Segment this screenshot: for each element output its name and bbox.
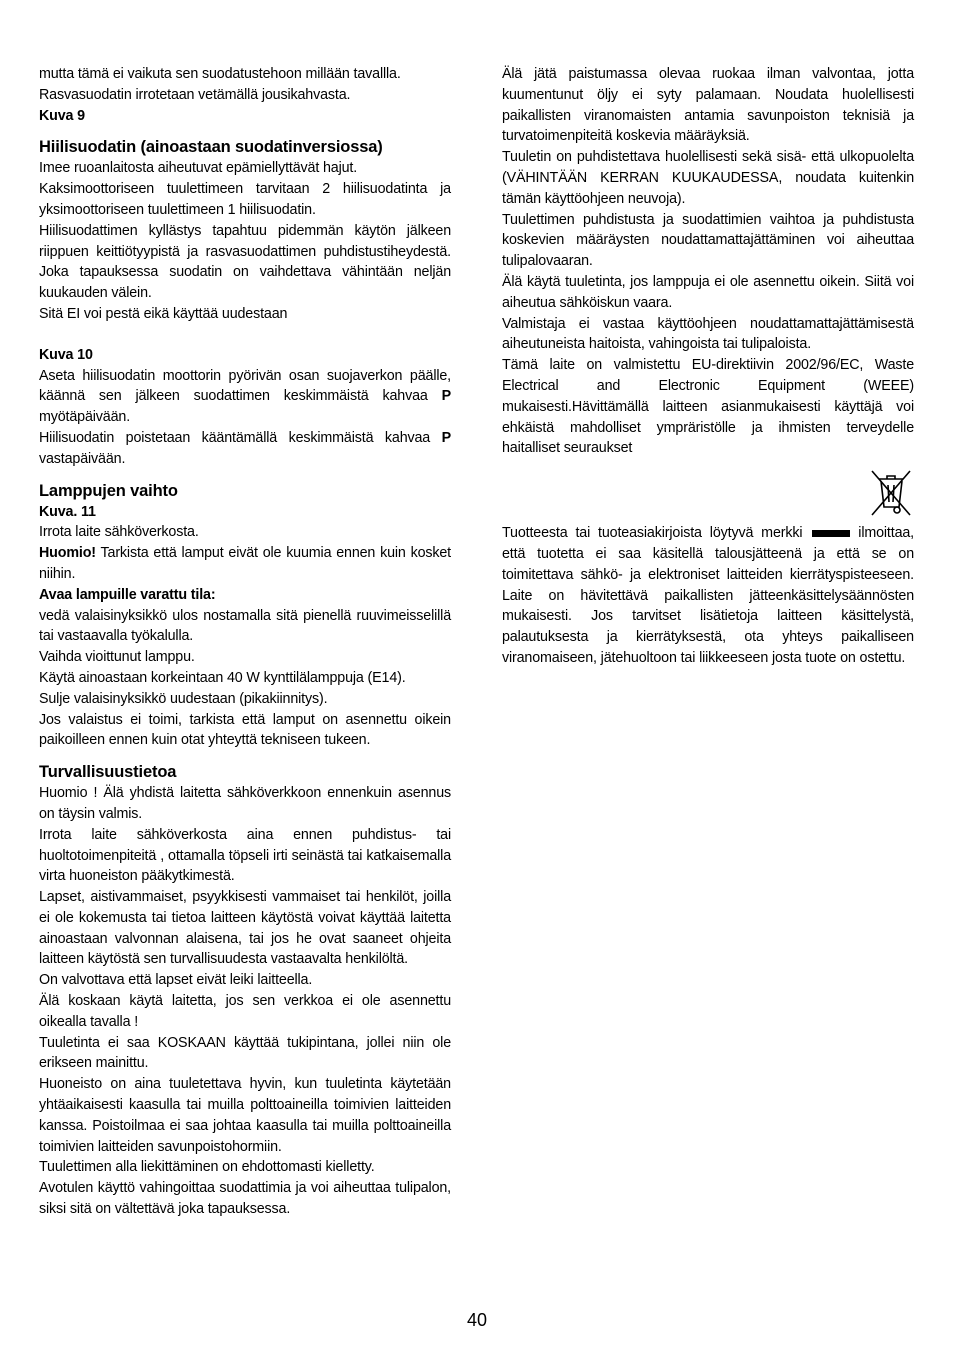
figure-reference: Kuva 9 <box>39 107 85 124</box>
paragraph: Irrota laite sähköverkosta aina ennen puhdistus- tai huoltotoimenpiteitä , ottamalla töpseli irti seinästä tai katkaisemalla virta huoneiston pääkytkimestä. <box>39 826 451 885</box>
page-number: 40 <box>466 1310 488 1330</box>
section-heading-lamps: Lamppujen vaihto <box>39 481 178 500</box>
paragraph: Tuulettimen puhdistusta ja suodattimien vaihtoa ja puhdistusta koskevien määräysten noudattamattajättäminen voi aiheuttaa tulipalovaaran. <box>502 211 914 270</box>
paragraph: Vaihda vioittunut lamppu. <box>39 649 195 666</box>
paragraph: Avotulen käyttö vahingoittaa suodattimia ja voi aiheuttaa tulipalon, siksi sitä on vältettävä joka tapauksessa. <box>39 1180 451 1218</box>
paragraph: mutta tämä ei vaikuta sen suodatustehoon millään tavallla. <box>39 66 401 82</box>
paragraph: Huomio ! Älä yhdistä laitetta sähköverkkoon ennenkuin asennus on täysin valmis. <box>39 785 451 822</box>
right-column <box>502 64 914 669</box>
paragraph: Hiilisuodatin poistetaan kääntämällä keskimmäistä kahvaa P vastapäivään. <box>39 429 451 467</box>
section-heading-safety: Turvallisuustietoa <box>39 763 177 782</box>
paragraph: Tuuletinta ei saa KOSKAAN käyttää tukipintana, jollei niin ole erikseen mainittu. <box>39 1034 451 1072</box>
paragraph: Tuulettimen alla liekittäminen on ehdottomasti kielletty. <box>39 1159 375 1176</box>
paragraph: Sitä EI voi pestä eikä käyttää uudestaan <box>39 305 288 322</box>
paragraph: Rasvasuodatin irrotetaan vetämällä jousikahvasta. <box>39 86 351 103</box>
paragraph: Lapset, aistivammaiset, psyykkisesti vammaiset tai henkilöt, joilla ei ole kokemusta tai tietoa laitteen käytöstä voivat käyttää laitetta ainoastaan valvonnan alaisena, tai jos he ovat saaneet ohjeita laitteen käytöstä sen turvallisuudesta vastaavalta henkilöltä. <box>39 889 451 968</box>
paragraph: Avaa lampuille varattu tila: <box>39 586 216 603</box>
paragraph: Huomio! Tarkista että lamput eivät ole kuumia ennen kuin kosket niihin. <box>39 545 451 582</box>
paragraph: Tuuletin on puhdistettava huolellisesti sekä sisä- että ulkopuolelta (VÄHINTÄÄN KERRAN KUUKAUDESSA, noudata kuitenkin tämän käyttöohjeen neuvoja). <box>502 149 914 207</box>
paragraph: Kaksimoottoriseen tuulettimeen tarvitaan 2 hiilisuodatinta ja yksimoottoriseen tuulettimeen 1 hiilisuodatin. <box>39 181 451 218</box>
black-bar-mark-icon <box>812 530 850 537</box>
paragraph: Aseta hiilisuodatin moottorin pyörivän osan suojaverkon päälle, käännä sen jälkeen suodattimen keskimmäistä kahvaa P myötäpäivään. <box>39 367 451 426</box>
crossed-out-wheelie-bin-icon <box>868 467 914 519</box>
paragraph: Jos valaistus ei toimi, tarkista että lamput on asennettu oikein paikoilleen ennen kuin otat yhteyttä tekniseen tukeen. <box>39 711 451 749</box>
paragraph: vedä valaisinyksikkö ulos nostamalla sitä pienellä ruuvimeisselillä tai vastaavalla työkalulla. <box>39 607 451 645</box>
paragraph: Valmistaja ei vastaa käyttöohjeen noudattamattajättämisestä aiheutuneista haitoista, vahingoista tai tulipaloista. <box>502 315 914 353</box>
paragraph: Älä koskaan käytä laitetta, jos sen verkkoa ei ole asennettu oikealla tavalla ! <box>39 993 451 1030</box>
figure-reference: Kuva 10 <box>39 346 93 363</box>
paragraph: Huoneisto on aina tuuletettava hyvin, kun tuuletinta käytetään yhtäaikaisesti kaasulla tai muilla polttoaineilla toimivien laitteiden kanssa. Poistoilmaa ei saa johtaa kaasulla tai muilla polttoaineilla toimivien laitteiden savunpoistohormiin. <box>39 1076 451 1155</box>
paragraph: Sulje valaisinyksikkö uudestaan (pikakiinnitys). <box>39 690 328 707</box>
paragraph: Älä käytä tuuletinta, jos lamppuja ei ole asennettu oikein. Siitä voi aiheutua sähköiskun vaara. <box>502 273 914 311</box>
paragraph: Imee ruoanlaitosta aiheutuvat epämiellyttävät hajut. <box>39 160 358 177</box>
paragraph: Käytä ainoastaan korkeintaan 40 W kynttilälamppuja (E14). <box>39 669 406 686</box>
left-column <box>39 64 451 1220</box>
paragraph: Hiilisuodattimen kyllästys tapahtuu pidemmän käytön jälkeen riippuen keittiötyypistä ja rasvasuodattimen puhdistustiheydestä. Joka tapauksessa suodatin on vaihdettava vähintään neljän kuukauden välein. <box>39 222 451 302</box>
paragraph: Älä jätä paistumassa olevaa ruokaa ilman valvontaa, jotta kuumentunut öljy ei syty palamaan. Noudata huolellisesti paikallisten viranomaisten antamia savunpoiston teknisiä ja turvatoimenpiteitä koskevia määräyksiä. <box>502 66 914 145</box>
paragraph: On valvottava että lapset eivät leiki laitteella. <box>39 972 313 989</box>
section-heading-carbon-filter: Hiilisuodatin (ainoastaan suodatinversiossa) <box>39 138 383 157</box>
figure-reference: Kuva. 11 <box>39 503 96 520</box>
paragraph: Irrota laite sähköverkosta. <box>39 524 199 541</box>
paragraph: Tämä laite on valmistettu EU-direktiivin 2002/96/EC, Waste Electrical and Electronic Equipment (WEEE) mukaisesti.Hävittämällä laitteen asianmukaisesti käyttäjä voi ehkäistä mahdolliset ympräristölle ja ihmisten terveydelle haitalliset seuraukset <box>502 357 914 457</box>
paragraph: Tuotteesta tai tuoteasiakirjoista löytyvä merkki ilmoittaa, että tuotetta ei saa käsitellä talousjätteenä ja että se on toimitettava sähkö- ja elektroniset laitteiden kierrätyspisteeseen. Laite on hävitettävä paikallisten jätteenkäsittelysäännösten mukaisesti. Jos tarvitset lisätietoja laitteen käsittelystä, palautuksesta ja kierrätyksestä, ota yhteys paikalliseen viranomaiseen, jätehuoltoon tai liikkeeseen josta tuote on ostettu. <box>502 525 915 666</box>
